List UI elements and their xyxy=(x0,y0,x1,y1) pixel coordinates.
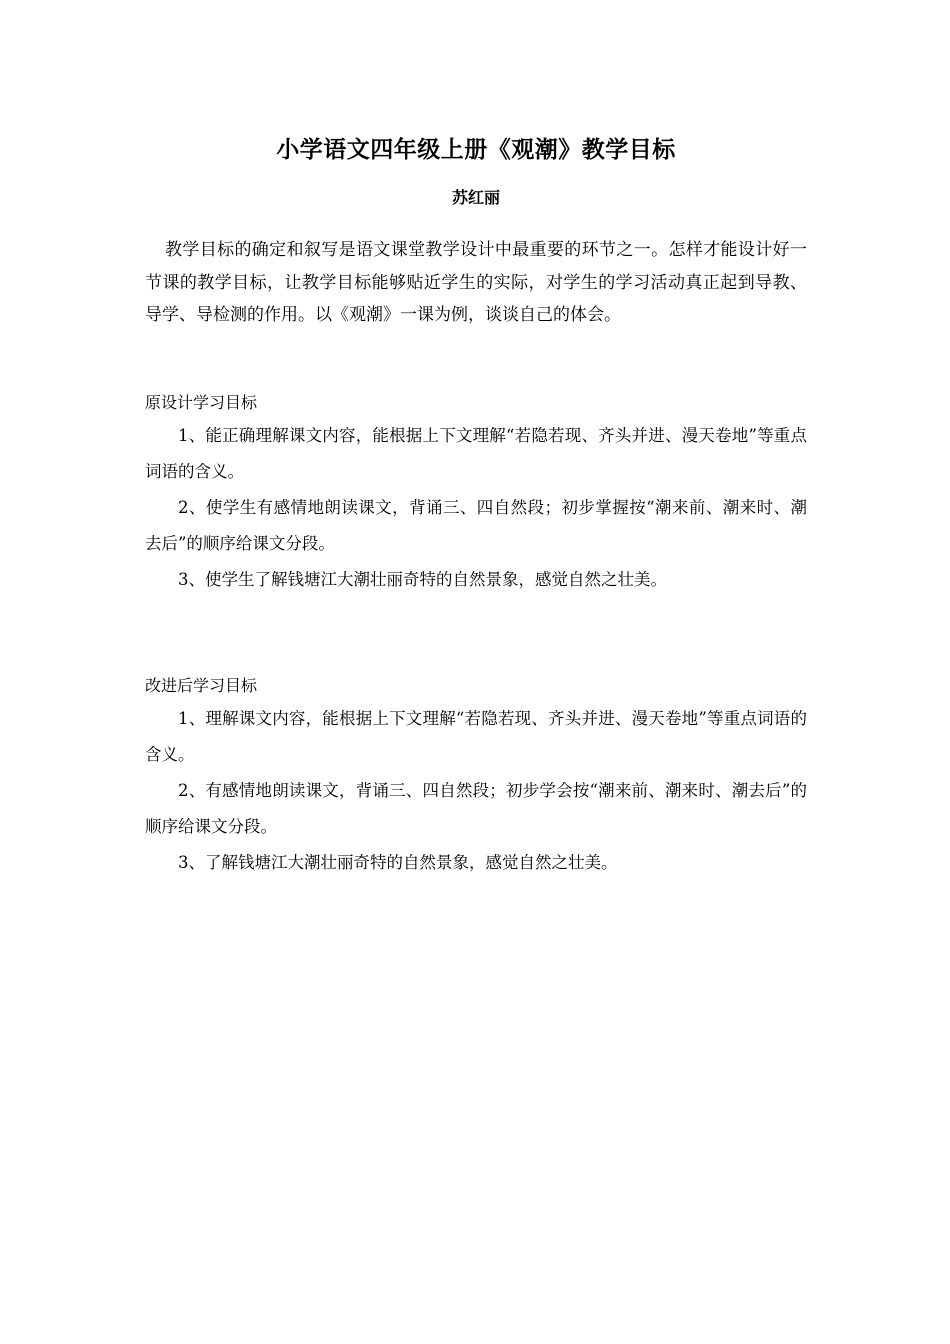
improved-goals-section xyxy=(145,671,807,881)
document-title: 小学语文四年级上册《观潮》教学目标 xyxy=(276,137,676,163)
document-author: 苏红丽 xyxy=(451,188,500,207)
improved-goal-item: 2、有感情地朗读课文，背诵三、四自然段；初步学会按“潮来前、潮来时、潮去后”的顺序给课文分段。 xyxy=(145,781,807,836)
original-goal-item: 1、能正确理解课文内容，能根据上下文理解“若隐若现、齐头并进、漫天卷地”等重点词语的含义。 xyxy=(145,426,807,481)
intro-paragraph: 教学目标的确定和叙写是语文课堂教学设计中最重要的环节之一。怎样才能设计好一节课的教学目标，让教学目标能够贴近学生的实际，对学生的学习活动真正起到导教、导学、导检测的作用。以《观潮》一课为例，谈谈自己的体会。 xyxy=(145,240,807,325)
original-goals-section xyxy=(145,388,807,598)
original-goal-item: 2、使学生有感情地朗读课文，背诵三、四自然段；初步掌握按“潮来前、潮来时、潮去后”的顺序给课文分段。 xyxy=(145,498,807,553)
improved-goals-heading: 改进后学习目标 xyxy=(145,676,258,695)
improved-goal-item: 3、了解钱塘江大潮壮丽奇特的自然景象，感觉自然之壮美。 xyxy=(178,853,618,872)
improved-goal-item: 1、理解课文内容，能根据上下文理解“若隐若现、齐头并进、漫天卷地”等重点词语的含义。 xyxy=(145,709,807,764)
original-goals-heading: 原设计学习目标 xyxy=(145,393,258,412)
original-goal-item: 3、使学生了解钱塘江大潮壮丽奇特的自然景象，感觉自然之壮美。 xyxy=(178,570,667,589)
